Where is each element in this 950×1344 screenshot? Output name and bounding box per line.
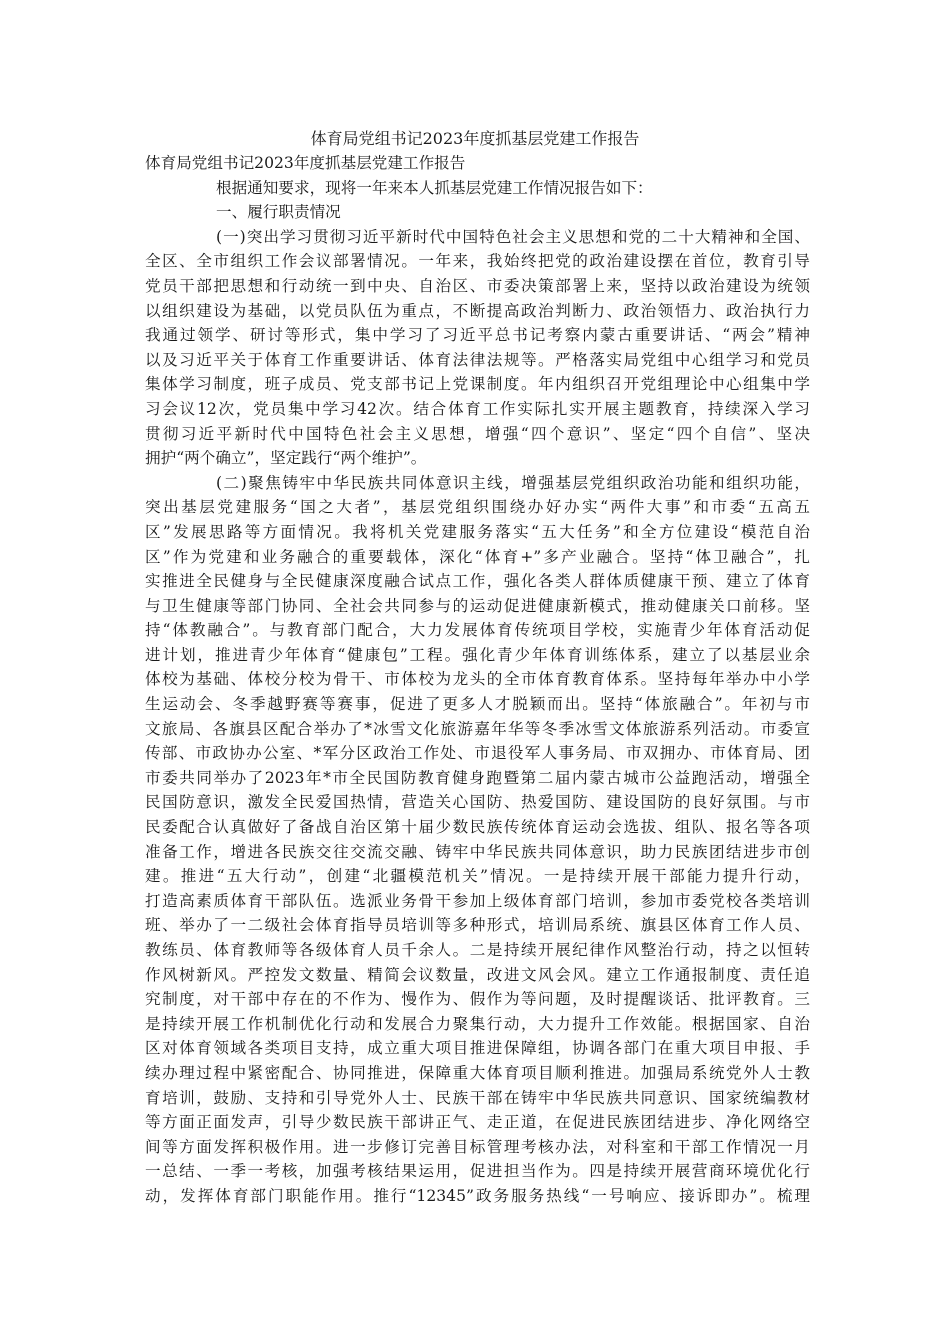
paragraph-line: 持“体教融合”。与教育部门配合，大力发展体育传统项目学校，实施青少年体育活动促 [145, 621, 810, 640]
paragraph-line: 区对体育领域各类项目支持，成立重大项目推进保障组，协调各部门在重大项目申报、手 [145, 1039, 810, 1058]
paragraph-line: 传部、市政协办公室、*军分区政治工作处、市退役军人事务局、市双拥办、市体育局、团 [145, 744, 810, 763]
paragraph-line: 究制度，对干部中存在的不作为、慢作为、假作为等问题，及时提醒谈话、批评教育。三 [145, 990, 810, 1009]
section-heading: 一、履行职责情况 [216, 203, 341, 222]
paragraph-intro: 根据通知要求，现将一年来本人抓基层党建工作情况报告如下： [216, 178, 653, 197]
paragraph-line: 动，发挥体育部门职能作用。推行“12345”政务服务热线“一号响应、接诉即办”。梳理 [145, 1186, 810, 1205]
paragraph-line: 区”发展思路等方面情况。我将机关党建服务落实“五大任务”和全方位建设“模范自治 [145, 522, 810, 541]
paragraph-line: 续办理过程中紧密配合、协同推进，保障重大体育项目顺利推进。加强局系统党外人士教 [145, 1063, 810, 1082]
paragraph-line: 实推进全民健身与全民健康深度融合试点工作，强化各类人群体质健康干预、建立了体育 [145, 572, 810, 591]
paragraph-line: 我通过领学、研讨等形式，集中学习了习近平总书记考察内蒙古重要讲话、“两会”精神 [145, 326, 810, 345]
paragraph-line: 文旅局、各旗县区配合举办了*冰雪文化旅游嘉年华等冬季冰雪文体旅游系列活动。市委宣 [145, 719, 810, 738]
paragraph-line: 党员干部把思想和行动统一到中央、自治区、市委决策部署上来，坚持以政治建设为统领 [145, 276, 810, 295]
paragraph-line: 贯彻习近平新时代中国特色社会主义思想，增强“四个意识”、坚定“四个自信”、坚决 [145, 424, 810, 443]
paragraph-line: 一总结、一季一考核，加强考核结果运用，促进担当作为。四是持续开展营商环境优化行 [145, 1162, 810, 1181]
paragraph-line: 作风树新风。严控发文数量、精简会议数量，改进文风会风。建立工作通报制度、责任追 [145, 965, 810, 984]
paragraph-line: 市委共同举办了2023年*市全民国防教育健身跑暨第二届内蒙古城市公益跑活动，增强全 [145, 768, 810, 787]
paragraph-line: 间等方面发挥积极作用。进一步修订完善目标管理考核办法，对科室和干部工作情况一月 [145, 1137, 810, 1156]
paragraph-line: (二)聚焦铸牢中华民族共同体意识主线，增强基层党组织政治功能和组织功能， [216, 473, 810, 492]
paragraph-line: 区”作为党建和业务融合的重要载体，深化“体育+”多产业融合。坚持“体卫融合”，扎 [145, 547, 810, 566]
paragraph-line: 以及习近平关于体育工作重要讲话、体育法律法规等。严格落实局党组中心组学习和党员 [145, 350, 810, 369]
paragraph-line: 生运动会、冬季越野赛等赛事，促进了更多人才脱颖而出。坚持“体旅融合”。年初与市 [145, 695, 810, 714]
paragraph-line: 等方面正面发声，引导少数民族干部讲正气、走正道，在促进民族团结进步、净化网络空 [145, 1113, 810, 1132]
paragraph-line: 突出基层党建服务“国之大者”，基层党组织围绕办好办实“两件大事”和市委“五高五 [145, 498, 810, 517]
paragraph-line: 拥护“两个确立”，坚定践行“两个维护”。 [145, 449, 427, 468]
paragraph-line: 进计划，推进青少年体育“健康包”工程。强化青少年体育训练体系，建立了以基层业余 [145, 645, 810, 664]
paragraph-line: 建。推进“五大行动”，创建“北疆模范机关”情况。一是持续开展干部能力提升行动， [145, 867, 810, 886]
paragraph-line: 教练员、体育教师等各级体育人员千余人。二是持续开展纪律作风整治行动，持之以恒转 [145, 941, 810, 959]
paragraph-line: 全区、全市组织工作会议部署情况。一年来，我始终把党的政治建设摆在首位，教育引导 [145, 252, 810, 271]
paragraph-line: 打造高素质体育干部队伍。选派业务骨干参加上级体育部门培训，参加市委党校各类培训 [145, 891, 810, 910]
paragraph-line: 育培训，鼓励、支持和引导党外人士、民族干部在铸牢中华民族共同意识、国家统编教材 [145, 1088, 810, 1107]
paragraph-line: (一)突出学习贯彻习近平新时代中国特色社会主义思想和党的二十大精神和全国、 [216, 227, 810, 246]
paragraph-line: 准备工作，增进各民族交往交流交融、铸牢中华民族共同体意识，助力民族团结进步市创 [145, 842, 810, 861]
paragraph-line: 民国防意识，激发全民爱国热情，营造关心国防、热爱国防、建设国防的良好氛围。与市 [145, 793, 810, 812]
paragraph-line: 以组织建设为基础，以党员队伍为重点，不断提高政治判断力、政治领悟力、政治执行力 [145, 301, 810, 320]
document-body [145, 151, 810, 1209]
paragraph-line: 是持续开展工作机制优化行动和发展合力聚集行动，大力提升工作效能。根据国家、自治 [145, 1014, 810, 1033]
paragraph-line: 集体学习制度，班子成员、党支部书记上党课制度。年内组织召开党组理论中心组集中学 [145, 375, 810, 394]
document-title: 体育局党组书记2023年度抓基层党建工作报告 [310, 129, 640, 148]
paragraph-line: 习会议12次，党员集中学习42次。结合体育工作实际扎实开展主题教育，持续深入学习 [145, 399, 810, 418]
paragraph-line: 与卫生健康等部门协同、全社会共同参与的运动促进健康新模式，推动健康关口前移。坚 [145, 596, 810, 615]
paragraph-line: 体校为基础、体校分校为骨干、市体校为龙头的全市体育教育体系。坚持每年举办中小学 [145, 670, 810, 689]
paragraph-line: 民委配合认真做好了备战自治区第十届少数民族传统体育运动会选拔、组队、报名等各项 [145, 818, 810, 837]
paragraph-line: 班、举办了一二级社会体育指导员培训等多种形式，培训局系统、旗县区体育工作人员、 [145, 916, 810, 935]
document-subtitle: 体育局党组书记2023年度抓基层党建工作报告 [145, 154, 466, 172]
